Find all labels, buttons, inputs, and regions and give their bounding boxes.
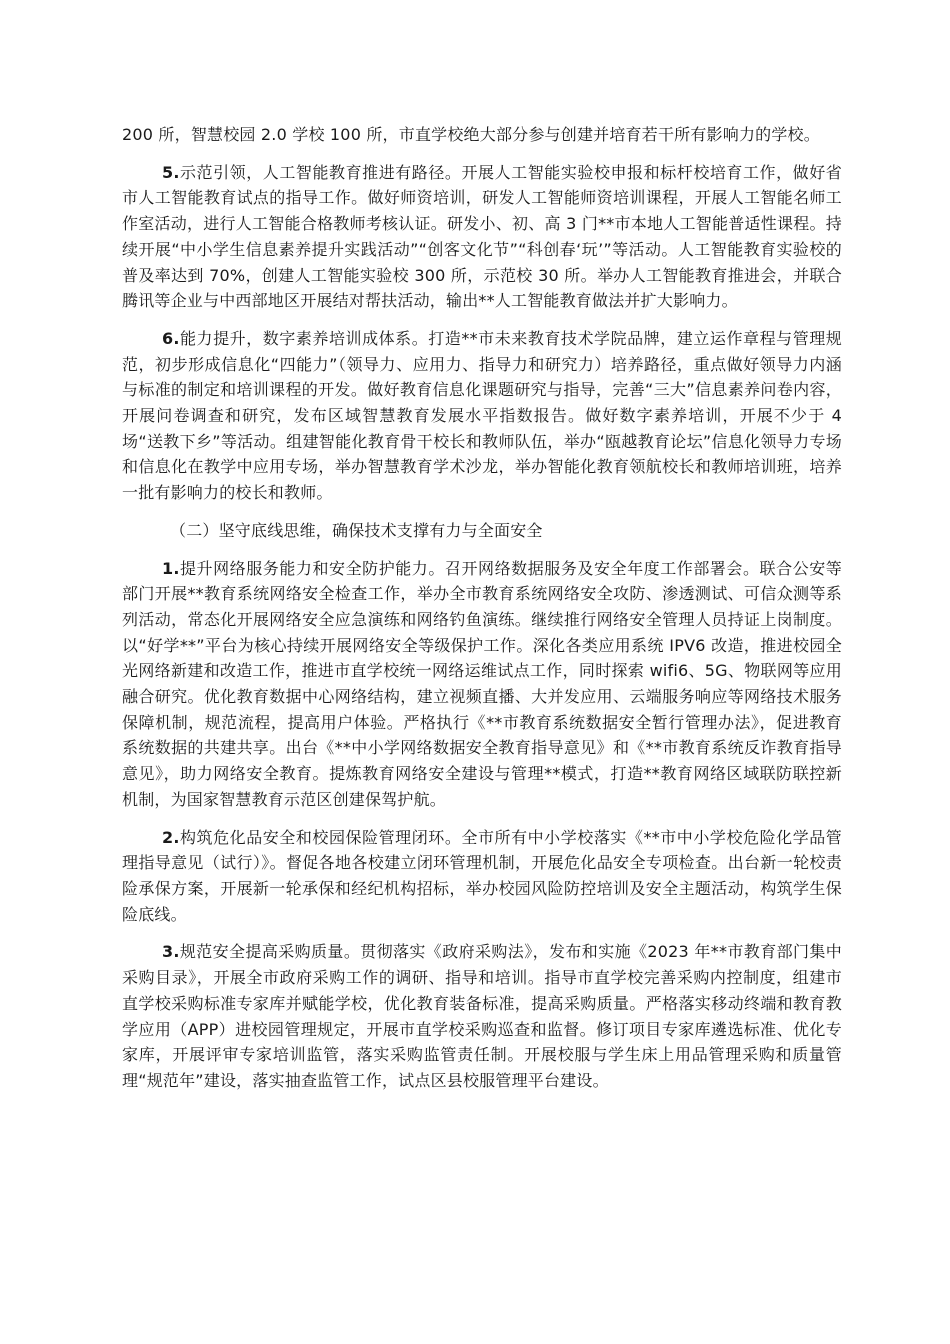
paragraph-text: 能力提升，数字素养培训成体系。打造**市未来教育技术学院品牌，建立运作章程与管理规范，初步形成信息化“四能力”（领导力、应用力、指导力和研究力）培养路径，重点做好领导力内涵与标准的制定和培训课程的开发。做好教育信息化课题研究与指导，完善“三大”信息素养问卷内容，开展问卷调查和研究，发布区域智慧教育发展水平指数报告。做好数字素养培训，开展不少于 4 场“送教下乡”等活动。组建智能化教育骨干校长和教师队伍，举办“瓯越教育论坛”信息化领导力专场和信息化在教学中应用专场，举办智慧教育学术沙龙，举办智能化教育领航校长和教师培训班，培养一批有影响力的校长和教师。: [122, 328, 842, 503]
item-number: 6.: [162, 328, 180, 348]
document-page: [122, 122, 842, 1106]
paragraph-section-item-3: [122, 939, 842, 1093]
paragraph-text: 构筑危化品安全和校园保险管理闭环。全市所有中小学校落实《**市中小学校危险化学品管理指导意见（试行）》。督促各地各校建立闭环管理机制，开展危化品安全专项检查。出台新一轮校责险承保方案，开展新一轮承保和经纪机构招标，举办校园风险防控培训及安全主题活动，构筑学生保险底线。: [122, 827, 842, 924]
paragraph-text: 提升网络服务能力和安全防护能力。召开网络数据服务及安全年度工作部署会。联合公安等部门开展**教育系统网络安全检查工作，举办全市教育系统网络安全攻防、渗透测试、可信众测等系列活动，常态化开展网络安全应急演练和网络钓鱼演练。继续推行网络安全管理人员持证上岗制度。以“好学**”平台为核心持续开展网络安全等级保护工作。深化各类应用系统 IPV6 改造，推进校园全光网络新建和改造工作，推进市直学校统一网络运维试点工作，同时探索 wifi6、5G、物联网等应用融合研究。优化教育数据中心网络结构，建立视频直播、大并发应用、云端服务响应等网络技术服务保障机制，规范流程，提高用户体验。严格执行《**市教育系统数据安全暂行管理办法》，促进教育系统数据的共建共享。出台《**中小学网络数据安全教育指导意见》和《**市教育系统反诈教育指导意见》，助力网络安全教育。提炼教育网络安全建设与管理**模式，打造**教育网络区域联防联控新机制，为国家智慧教育示范区创建保驾护航。: [122, 558, 842, 809]
paragraph-text: 200 所，智慧校园 2.0 学校 100 所，市直学校绝大部分参与创建并培育若干所有影响力的学校。: [122, 125, 820, 144]
paragraph-text: 规范安全提高采购质量。贯彻落实《政府采购法》，发布和实施《2023 年**市教育部门集中采购目录》，开展全市政府采购工作的调研、指导和培训。指导市直学校完善采购内控制度，组建市直学校采购标准专家库并赋能学校，优化教育装备标准，提高采购质量。严格落实移动终端和教育教学应用（APP）进校园管理规定，开展市直学校采购巡查和监督。修订项目专家库遴选标准、优化专家库，开展评审专家培训监管，落实采购监管责任制。开展校服与学生床上用品管理采购和质量管理“规范年”建设，落实抽查监管工作，试点区县校服管理平台建设。: [122, 942, 842, 1090]
paragraph-section-item-2: [122, 825, 842, 928]
paragraph-continued: [122, 122, 842, 148]
item-number: 3.: [162, 942, 180, 962]
paragraph-item-6: [122, 326, 842, 506]
paragraph-item-5: [122, 160, 842, 314]
paragraph-section-item-1: [122, 556, 842, 813]
item-number: 2.: [162, 827, 180, 847]
paragraph-text: 示范引领，人工智能教育推进有路径。开展人工智能实验校申报和标杆校培育工作，做好省市人工智能教育试点的指导工作。做好师资培训，研发人工智能师资培训课程，开展人工智能名师工作室活动，进行人工智能合格教师考核认证。研发小、初、高 3 门**市本地人工智能普适性课程。持续开展“中小学生信息素养提升实践活动”“创客文化节”“科创春‘玩’”等活动。人工智能教育实验校的普及率达到 70%，创建人工智能实验校 300 所，示范校 30 所。举办人工智能教育推进会，并联合腾讯等企业与中西部地区开展结对帮扶活动，输出**人工智能教育做法并扩大影响力。: [122, 162, 842, 311]
section-heading: （二）坚守底线思维，确保技术支撑有力与全面安全: [170, 520, 543, 540]
item-number: 5.: [162, 162, 180, 182]
item-number: 1.: [162, 558, 180, 578]
